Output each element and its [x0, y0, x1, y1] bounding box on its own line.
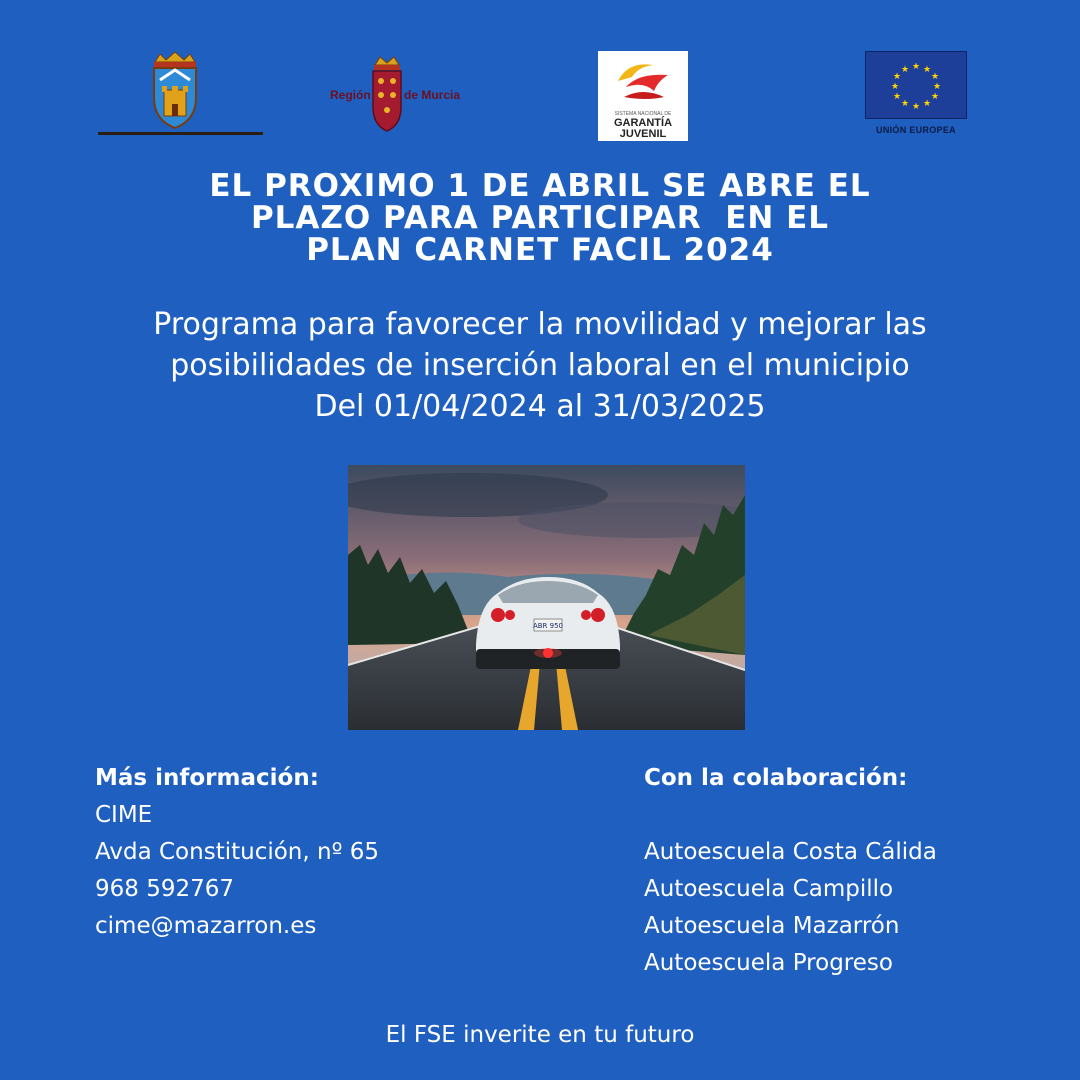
murcia-logo-text-right: de Murcia — [404, 88, 461, 102]
svg-text:★: ★ — [900, 99, 910, 109]
info-heading: Más información: — [95, 765, 319, 791]
mazarron-coat-of-arms-logo — [98, 50, 263, 140]
collab-item: Autoescuela Mazarrón — [644, 913, 900, 939]
contact-info — [95, 760, 379, 945]
info-address: Avda Constitución, nº 65 — [95, 839, 379, 865]
svg-text:★: ★ — [930, 72, 940, 82]
subtitle-line-1: Programa para favorecer la movilidad y mejorar las — [153, 307, 927, 342]
garantia-small-text: SISTEMA NACIONAL DE — [614, 111, 672, 117]
subtitle-line-2: posibilidades de inserción laboral en el municipio — [170, 348, 910, 383]
region-de-murcia-logo — [328, 55, 460, 135]
svg-text:★: ★ — [922, 65, 932, 75]
garantia-title-text: GARANTÍA — [613, 117, 673, 129]
info-email: cime@mazarron.es — [95, 913, 317, 939]
european-union-logo — [865, 51, 967, 141]
program-description — [0, 304, 1080, 427]
collab-item: Autoescuela Costa Cálida — [644, 839, 937, 865]
headline-line-3: PLAN CARNET FACIL 2024 — [306, 232, 774, 268]
headline-line-1: EL PROXIMO 1 DE ABRIL SE ABRE EL — [209, 168, 871, 204]
juvenil-title-text: JUVENIL — [619, 128, 667, 140]
car-on-road-photo — [348, 465, 745, 730]
collaborators — [644, 760, 937, 982]
svg-text:★: ★ — [932, 82, 942, 92]
collab-item: Autoescuela Progreso — [644, 950, 893, 976]
footer-tagline: El FSE inverite en tu futuro — [385, 1022, 695, 1048]
svg-text:★: ★ — [922, 99, 932, 109]
svg-text:★: ★ — [890, 82, 900, 92]
svg-text:★: ★ — [892, 72, 902, 82]
eu-flag-icon — [865, 51, 967, 119]
headline — [0, 170, 1080, 266]
svg-text:★: ★ — [900, 65, 910, 75]
logo-row — [0, 50, 1080, 145]
info-phone: 968 592767 — [95, 876, 235, 902]
license-plate: ABR 950 — [532, 622, 564, 630]
garantia-juvenil-logo — [598, 51, 688, 141]
collab-heading: Con la colaboración: — [644, 765, 908, 791]
info-organization: CIME — [95, 802, 153, 828]
svg-text:★: ★ — [930, 92, 940, 102]
date-range: Del 01/04/2024 al 31/03/2025 — [314, 389, 766, 424]
murcia-logo-text-left: Región — [330, 88, 371, 102]
headline-line-2: PLAZO PARA PARTICIPAR EN EL — [250, 200, 830, 236]
svg-text:★: ★ — [911, 102, 921, 112]
svg-text:★: ★ — [892, 92, 902, 102]
collab-item: Autoescuela Campillo — [644, 876, 894, 902]
svg-text:★: ★ — [911, 62, 921, 72]
eu-label: UNIÓN EUROPEA — [876, 125, 956, 135]
